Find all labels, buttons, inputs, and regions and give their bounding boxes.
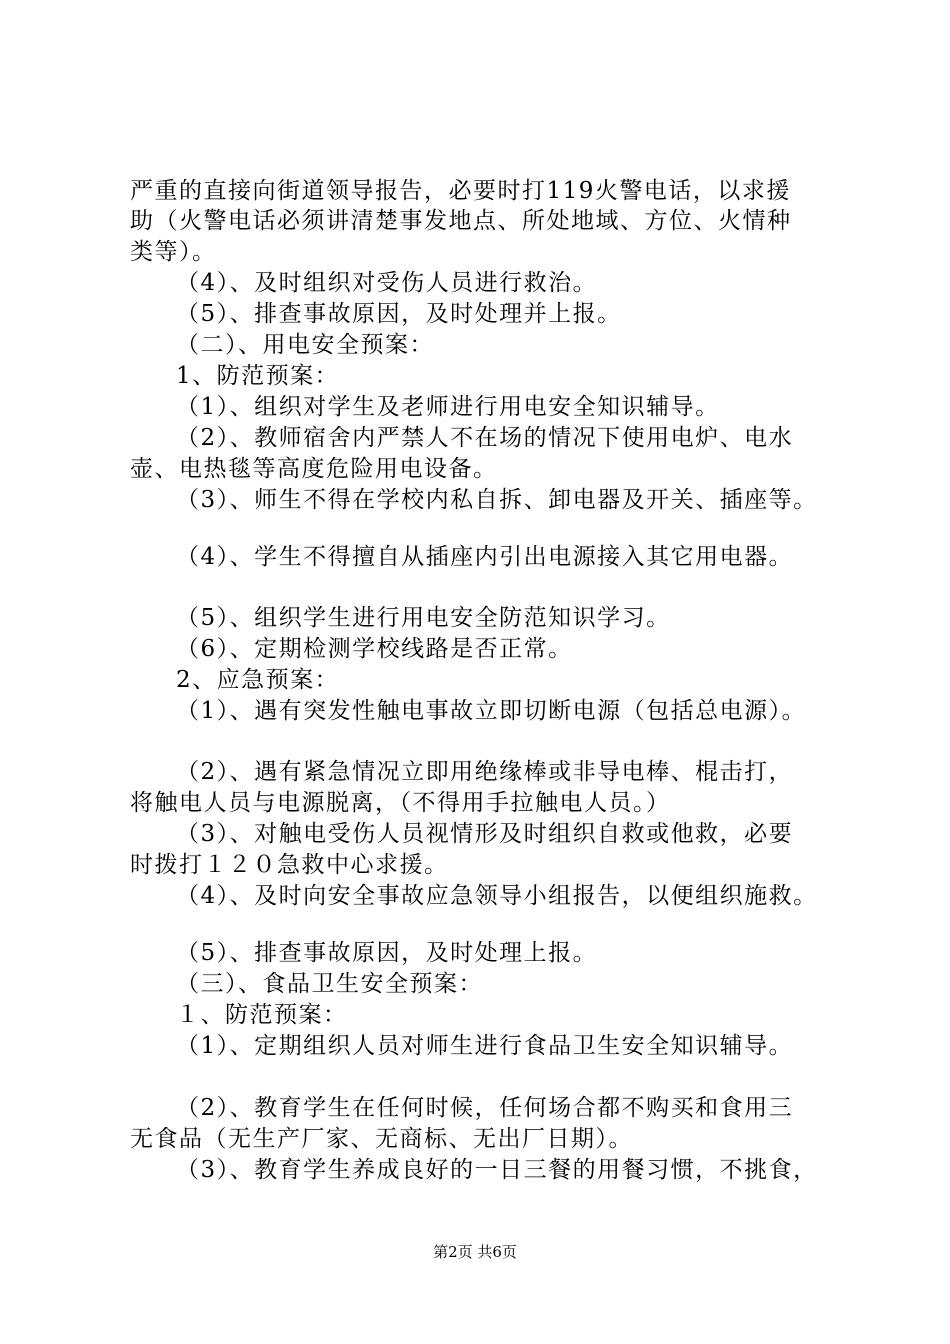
body-line: （5）、排查事故原因，及时处理并上报。 bbox=[176, 301, 622, 327]
subsection-heading: 1、防范预案： bbox=[176, 363, 340, 389]
body-line: （3）、教育学生养成良好的一日三餐的用餐习惯，不挑食， bbox=[176, 1157, 818, 1183]
body-line: （4）、学生不得擅自从插座内引出电源接入其它用电器。 bbox=[176, 544, 794, 570]
body-line: （5）、排查事故原因，及时处理上报。 bbox=[176, 940, 598, 966]
body-line: （1）、定期组织人员对师生进行食品卫生安全知识辅导。 bbox=[176, 1033, 794, 1059]
body-line: （1）、遇有突发性触电事故立即切断电源（包括总电源）。 bbox=[176, 698, 807, 724]
body-line: 助（火警电话必须讲清楚事发地点、所处地域、方位、火情种 bbox=[130, 208, 792, 234]
body-line: （3）、师生不得在学校内私自拆、卸电器及开关、插座等。 bbox=[176, 487, 818, 513]
subsection-heading: 2、应急预案： bbox=[176, 667, 340, 693]
body-line: 类等）。 bbox=[130, 239, 217, 265]
body-line: （6）、定期检测学校线路是否正常。 bbox=[176, 636, 573, 662]
page-number-footer: 第2页 共6页 bbox=[433, 1243, 517, 1261]
body-line: 时拨打１２０急救中心求援。 bbox=[130, 852, 449, 878]
body-line: （2）、教育学生在任何时候，任何场合都不购买和食用三 bbox=[176, 1095, 794, 1121]
body-line: 无食品（无生产厂家、无商标、无出厂日期）。 bbox=[130, 1126, 633, 1152]
body-line: （2）、遇有紧急情况立即用绝缘棒或非导电棒、棍击打， bbox=[176, 759, 794, 785]
body-line: （3）、对触电受伤人员视情形及时组织自救或他救，必要 bbox=[176, 821, 794, 847]
body-line: （1）、组织对学生及老师进行用电安全知识辅导。 bbox=[176, 394, 720, 420]
body-line: （4）、及时向安全事故应急领导小组报告，以便组织施救。 bbox=[176, 883, 818, 909]
body-line: 将触电人员与电源脱离，（不得用手拉触电人员。） bbox=[130, 790, 671, 816]
section-heading: （三）、食品卫生安全预案： bbox=[176, 971, 483, 997]
section-heading: （二）、用电安全预案： bbox=[176, 332, 434, 358]
body-line: （4）、及时组织对受伤人员进行救治。 bbox=[176, 270, 598, 296]
body-line: 壶、电热毯等高度危险用电设备。 bbox=[130, 456, 498, 482]
body-line: 严重的直接向街道领导报告，必要时打119火警电话，以求援 bbox=[130, 178, 791, 204]
body-line: （5）、组织学生进行用电安全防范知识学习。 bbox=[176, 605, 671, 631]
subsection-heading: １、防范预案： bbox=[176, 1002, 348, 1028]
body-line: （2）、教师宿舍内严禁人不在场的情况下使用电炉、电水 bbox=[176, 425, 794, 451]
